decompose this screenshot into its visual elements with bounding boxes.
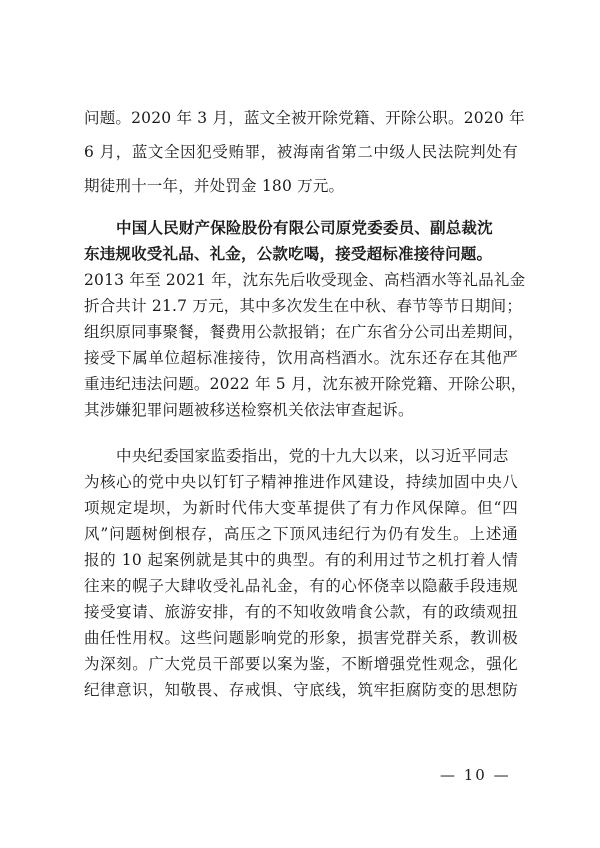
paragraph-3-line-2: 为核心的党中央以钉钉子精神推进作风建设，持续加固中央八 [84, 473, 518, 491]
paragraph-3-line-3: 项规定堤坝，为新时代伟大变革提供了有力作风保障。但“四 [84, 499, 518, 517]
paragraph-3-line-7: 接受宴请、旅游安排，有的不知收敛啃食公款，有的政绩观扭 [84, 603, 518, 621]
paragraph-2-line-6: 其涉嫌犯罪问题被移送检察机关依法审查起诉。 [84, 401, 414, 419]
paragraph-2-line-1: 2013 年至 2021 年，沈东先后收受现金、高档酒水等礼品礼金 [84, 271, 526, 289]
paragraph-1-line-3: 期徒刑十一年，并处罚金 180 万元。 [84, 177, 345, 195]
paragraph-1-line-2: 6 月，蓝文全因犯受贿罪，被海南省第二中级人民法院判处有 [84, 143, 518, 161]
paragraph-2-line-5: 重违纪违法问题。2022 年 5 月，沈东被开除党籍、开除公职， [84, 375, 527, 393]
paragraph-3-line-6: 往来的幌子大肆收受礼品礼金，有的心怀侥幸以隐蔽手段违规 [84, 577, 518, 595]
paragraph-3-line-5: 报的 10 起案例就是其中的典型。有的利用过节之机打着人情 [84, 551, 518, 569]
paragraph-3-line-8: 曲任性用权。这些问题影响党的形象，损害党群关系，教训极 [84, 629, 518, 647]
paragraph-2-line-2: 折合共计 21.7 万元，其中多次发生在中秋、春节等节日期间； [84, 297, 523, 315]
case-heading-line-1: 中国人民财产保险股份有限公司原党委委员、副总裁沈 [116, 219, 493, 237]
paragraph-2-line-3: 组织原同事聚餐，餐费用公款报销；在广东省分公司出差期间， [84, 323, 524, 341]
paragraph-3-line-9: 为深刻。广大党员干部要以案为鉴，不断增强党性观念，强化 [84, 655, 518, 673]
paragraph-1-line-1: 问题。2020 年 3 月，蓝文全被开除党籍、开除公职。2020 年 [84, 109, 525, 127]
case-heading-line-2: 东违规收受礼品、礼金，公款吃喝，接受超标准接待问题。 [84, 245, 493, 263]
page-number: — 10 — [440, 766, 511, 784]
paragraph-3-line-4: 风”问题树倒根存，高压之下顶风违纪行为仍有发生。上述通 [84, 525, 518, 543]
paragraph-2-line-4: 接受下属单位超标准接待，饮用高档酒水。沈东还存在其他严 [84, 349, 518, 367]
paragraph-3-line-10: 纪律意识，知敬畏、存戒惧、守底线，筑牢拒腐防变的思想防 [84, 681, 518, 699]
paragraph-3-line-1: 中央纪委国家监委指出，党的十九大以来，以习近平同志 [116, 447, 509, 465]
